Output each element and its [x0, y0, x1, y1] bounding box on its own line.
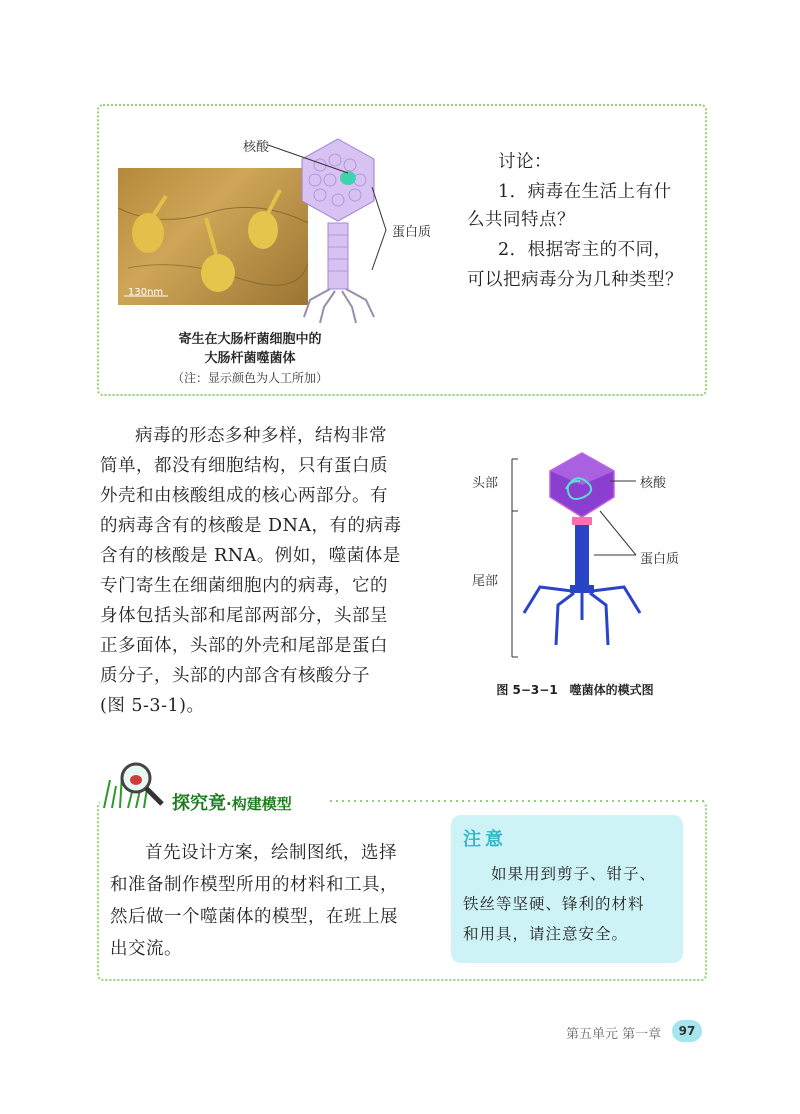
- explore-line: 和准备制作模型所用的材料和工具，: [110, 875, 398, 895]
- discussion-q2-line2: 可以把病毒分为几种类型？: [467, 270, 683, 290]
- note-line: 和用具，请注意安全。: [463, 925, 629, 943]
- figure-caption: 图 5−3−1 噬菌体的模式图: [496, 683, 654, 697]
- photo-caption-line2: 大肠杆菌噬菌体: [204, 351, 296, 366]
- note-line: 铁丝等坚硬、锋利的材料: [463, 895, 645, 913]
- discussion-q1-line1: 1．病毒在生活上有什: [498, 182, 672, 202]
- photo-label-protein: 蛋白质: [392, 225, 432, 240]
- discussion-title: 讨论：: [498, 152, 552, 172]
- page-number: 97: [678, 1024, 696, 1038]
- explore-subtitle: ·构建模型: [226, 795, 292, 813]
- magnifier-icon: [100, 760, 170, 810]
- note-text: [463, 859, 678, 949]
- explore-line: 出交流。: [110, 939, 182, 959]
- photo-leader-lines: [266, 143, 356, 183]
- head-tail-bracket: [512, 459, 518, 657]
- main-line: 外壳和由核酸组成的核心两部分。有: [100, 486, 388, 506]
- note-line: 如果用到剪子、钳子、: [491, 865, 657, 883]
- main-paragraph: [100, 421, 410, 721]
- photo-caption-line1: 寄生在大肠杆菌细胞中的: [178, 332, 322, 347]
- figure-label-tail: 尾部: [472, 574, 499, 589]
- safety-note-box: [451, 815, 683, 963]
- main-line: 的病毒含有的核酸是 DNA，有的病毒: [100, 516, 402, 536]
- main-line: 简单，都没有细胞结构，只有蛋白质: [100, 456, 388, 476]
- page-number-badge: [672, 1020, 702, 1042]
- explore-paragraph: [110, 837, 430, 965]
- main-line: 含有的核酸是 RNA。例如，噬菌体是: [100, 546, 401, 566]
- figure-label-protein: 蛋白质: [640, 552, 680, 567]
- explore-top-border: [330, 799, 705, 803]
- photo-label-nucleic-acid: 核酸: [243, 140, 270, 155]
- explore-title-main: 探究竟: [172, 793, 226, 814]
- figure-label-nucleic-acid: 核酸: [640, 476, 667, 491]
- figure-label-head: 头部: [472, 476, 499, 491]
- phage-photo-image: [118, 168, 308, 305]
- discussion-q1-line2: 么共同特点？: [467, 210, 575, 230]
- main-line: (图 5-3-1)。: [100, 696, 205, 716]
- main-line: 质分子，头部的内部含有核酸分子: [100, 666, 370, 686]
- main-line: 身体包括头部和尾部两部分，头部呈: [100, 606, 388, 626]
- explore-title: [172, 789, 292, 815]
- explore-line: 首先设计方案，绘制图纸，选择: [145, 843, 397, 863]
- scale-label: 130nm: [128, 287, 164, 298]
- main-line: 正多面体，头部的外壳和尾部是蛋白: [100, 636, 388, 656]
- explore-line: 然后做一个噬菌体的模型，在班上展: [110, 907, 398, 927]
- discussion-q2-line1: 2．根据寄主的不同，: [498, 240, 672, 260]
- main-line: 专门寄生在细菌细胞内的病毒，它的: [100, 576, 388, 596]
- footer-chapter: 第五单元 第一章: [566, 1027, 662, 1042]
- phage-photo: [118, 168, 308, 305]
- note-title: 注意: [463, 829, 507, 850]
- photo-caption-note: （注：显示颜色为人工所加）: [171, 371, 328, 385]
- main-line: 病毒的形态多种多样，结构非常: [135, 426, 387, 446]
- photo-protein-leader: [370, 185, 390, 275]
